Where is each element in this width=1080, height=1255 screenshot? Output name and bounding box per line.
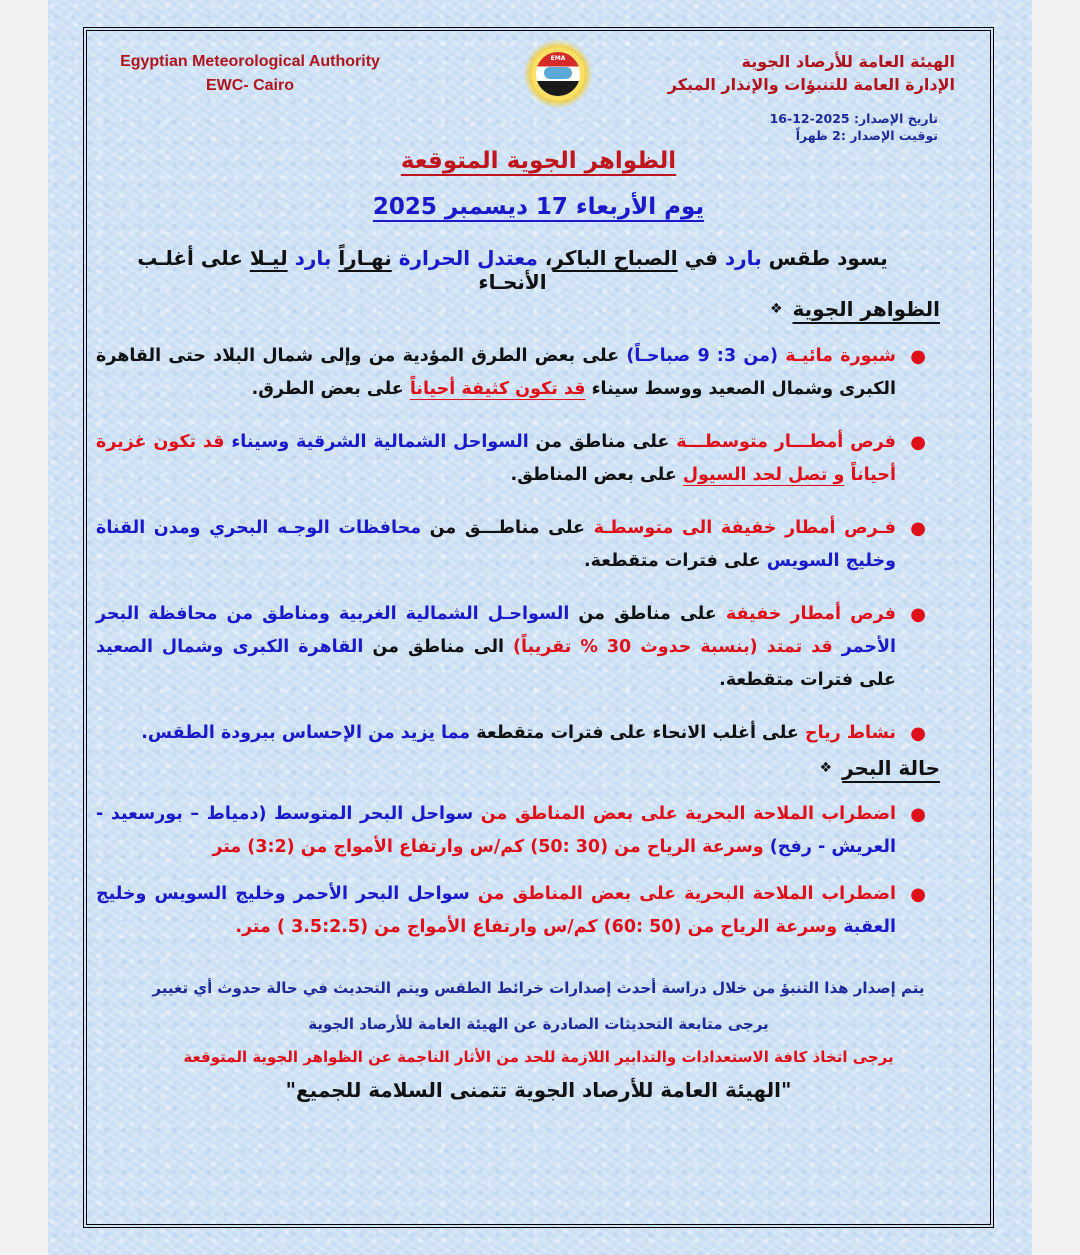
probability: قد تمتد (بنسبة حدوث 30 % تقريباً)	[513, 637, 842, 657]
summary-text: في	[677, 246, 725, 270]
sea-warning: اضطراب الملاحة البحرية على بعض المناطق من	[473, 804, 896, 824]
bullet-dot-icon: ●	[910, 604, 926, 625]
wind-wave-info: وسرعة الرياح من (50 :60) كم/س وارتفاع الأمواج من (3.5:2.5 ) متر.	[235, 917, 844, 937]
bullet-dot-icon: ●	[910, 804, 926, 825]
issue-time-row	[770, 127, 938, 144]
phenomenon: نشاط رياح	[804, 723, 896, 743]
summary-early-morning: الصباح الباكر	[552, 246, 678, 270]
list-item	[96, 878, 926, 944]
region: محافظات الوجـه البحري ومدن القناة وخليج السويس	[96, 518, 896, 571]
region: سواحل البحر المتوسط (دمياط – بورسعيد - العريش - رفح)	[96, 804, 896, 857]
issue-date-row	[770, 110, 938, 127]
bullet-dot-icon: ●	[910, 346, 926, 367]
bullet-text: على بعض الطرق.	[251, 379, 410, 399]
time-range: (من 3: 9 صباحـاً)	[626, 346, 786, 366]
issue-info	[770, 110, 938, 144]
summary-text: على أغلـب الأنحـاء	[137, 246, 547, 294]
phenomenon: شبورة مائيـة	[785, 346, 896, 366]
summary-cold: بارد	[724, 246, 762, 270]
wind-wave-info: وسرعة الرياح من (30 :50) كم/س وارتفاع الأمواج من (3:2) متر	[212, 837, 770, 857]
warning-text: قد تكون كثيفة أحياناً	[409, 379, 586, 399]
issue-time-label: توقيت الإصدار :	[840, 128, 938, 143]
summary-space	[392, 246, 399, 270]
list-item	[96, 598, 926, 697]
list-item	[96, 717, 926, 750]
bullet-text: على مناطق من	[569, 604, 726, 624]
summary-space	[288, 246, 295, 270]
summary-text: ،	[537, 246, 553, 270]
bullet-text: على فترات متقطعة.	[583, 551, 767, 571]
page-title: الظواهر الجوية المتوقعة	[400, 148, 677, 174]
summary-cold-night: بارد	[294, 246, 332, 270]
bullet-text: على بعض الطرق المؤدية من وإلى شمال البلاد حتى القاهرة الكبرى وشمال الصعيد ووسط سيناء	[96, 346, 896, 399]
bullet-dot-icon: ●	[910, 518, 926, 539]
precaution-note: يرجى اتخاذ كافة الاستعدادات والتدابير اللازمة للحد من الأثار الناجمة عن الظواهر الجوية المتوقعة	[183, 1048, 894, 1066]
sea-warning: اضطراب الملاحة البحرية على بعض المناطق من	[469, 884, 896, 904]
region: القاهرة الكبرى وشمال الصعيد	[96, 637, 364, 657]
region: السواحل الشمالية الشرقية وسيناء	[231, 432, 529, 452]
bullet-text: على فترات متقطعة.	[719, 670, 896, 690]
phenomenon: فرص أمطـــار متوسطـــة	[676, 432, 896, 452]
weather-list	[96, 340, 926, 750]
region: السواحـل الشمالية الغربية ومناطق من محافظة البحر الأحمر	[96, 604, 897, 657]
arabic-header	[668, 50, 955, 96]
forecast-date: يوم الأربعاء 17 ديسمبر 2025	[372, 194, 705, 220]
issue-date: 2025-12-16	[769, 111, 850, 126]
list-item	[96, 426, 926, 492]
summary-daytime: نهـاراً	[338, 246, 392, 270]
bullet-text: على أغلب الانحاء على فترات متقطعة	[470, 723, 805, 743]
english-header	[95, 50, 405, 98]
english-org-name: Egyptian Meteorological Authority	[120, 53, 380, 70]
diamond-bullet-icon: ❖	[769, 301, 783, 317]
arabic-org-name: الهيئة العامة للأرصاد الجوية	[741, 52, 955, 71]
summary-line	[100, 246, 925, 294]
warning-text: قد تكون غزيرة أحياناً	[96, 432, 896, 485]
summary-night: ليـلا	[249, 246, 288, 270]
bullet-dot-icon: ●	[910, 432, 926, 453]
sea-section-heading	[820, 756, 940, 780]
phenomenon: فـرص أمطار خفيفة الى متوسطـة	[593, 518, 896, 538]
english-center-name: EWC- Cairo	[206, 77, 294, 94]
update-note	[86, 970, 991, 1042]
summary-moderate: معتدل الحرارة	[398, 246, 538, 270]
bullet-dot-icon: ●	[910, 723, 926, 744]
region: سواحل البحر الأحمر وخليج السويس وخليج العقبة	[96, 884, 896, 937]
bullet-dot-icon: ●	[910, 884, 926, 905]
summary-text: يسود طقس	[761, 246, 888, 270]
logo-text: EMA	[550, 55, 566, 62]
warning-text: و تصل لحد السيول	[682, 465, 845, 485]
arabic-dept-name: الإدارة العامة للتنبؤات والإنذار المبكر	[667, 75, 955, 94]
issue-date-label: تاريخ الإصدار:	[849, 111, 938, 126]
section-title: الظواهر الجوية	[792, 297, 940, 321]
bullet-text: على مناطق من	[528, 432, 677, 452]
slogan: "الهيئة العامة للأرصاد الجوية تتمنى السلامة للجميع"	[285, 1078, 792, 1102]
diamond-bullet-icon: ❖	[819, 760, 833, 776]
ema-logo-icon	[524, 40, 592, 108]
update-note-line2: يرجى متابعة التحديثات الصادرة عن الهيئة العامة للأرصاد الجوية	[308, 1015, 769, 1033]
issue-time: 2 ظهراً	[795, 128, 841, 143]
list-item	[96, 340, 926, 406]
section-title: حالة البحر	[842, 756, 940, 780]
bullet-text: الى مناطق من	[363, 637, 514, 657]
cloud-icon	[544, 67, 572, 79]
list-item	[96, 512, 926, 578]
sea-list	[96, 798, 926, 944]
update-note-line1: يتم إصدار هذا التنبؤ من خلال دراسة أحدث إصدارات خرائط الطقس ويتم التحديث في حالة حدوث أي تغيير	[152, 979, 925, 997]
phenomenon: فرص أمطار خفيفة	[725, 604, 896, 624]
weather-section-heading	[770, 297, 940, 321]
bullet-text: على مناطـــق من	[421, 518, 594, 538]
list-item	[96, 798, 926, 864]
effect-text: مما يزيد من الإحساس ببرودة الطقس.	[141, 723, 471, 743]
bullet-text: على بعض المناطق.	[510, 465, 683, 485]
